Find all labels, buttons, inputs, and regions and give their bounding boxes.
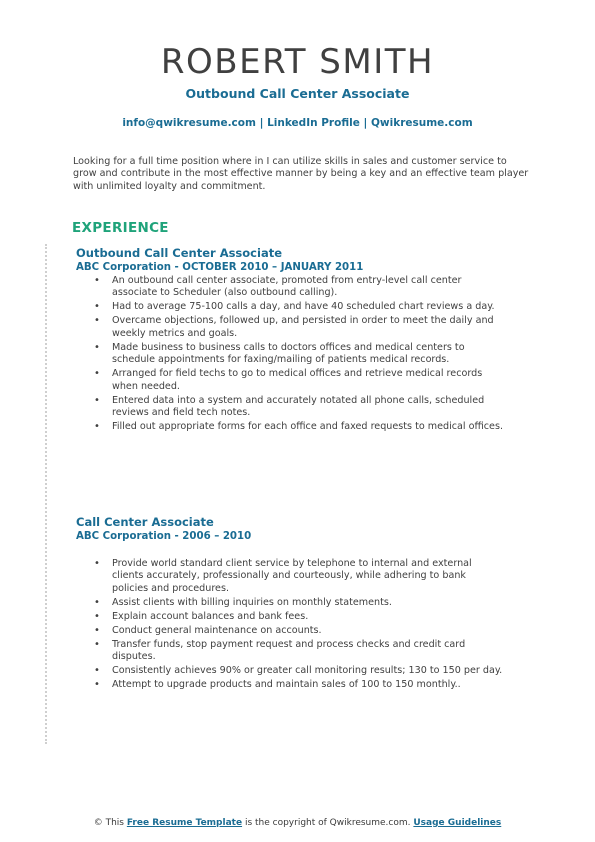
footer (0, 818, 595, 828)
job-bullet: • Explain account balances and bank fees. (76, 611, 504, 623)
email-link[interactable]: info@qwikresume.com (122, 117, 256, 129)
job-bullet: • Had to average 75-100 calls a day, and have 40 scheduled chart reviews a day. (76, 301, 504, 313)
summary-paragraph: Looking for a full time position where in I can utilize skills in sales and customer service to grow and contribute in the most effective manner by being a key and an effective team player with unlimited loyalty and commitment. (73, 156, 529, 192)
footer-copyright-text: is the copyright of Qwikresume.com. (244, 818, 411, 828)
job-entry (76, 515, 516, 693)
job-bullets (76, 558, 516, 692)
contact-line (0, 116, 595, 130)
candidate-role: Outbound Call Center Associate (185, 86, 410, 101)
job-bullet: • Made business to business calls to doctors offices and medical centers to schedule appointments for faxing/mailing of patients medical records. (76, 342, 504, 367)
job-bullet: • An outbound call center associate, promoted from entry-level call center associate to Scheduler (also outbound calling). (76, 275, 504, 300)
job-bullet: • Overcame objections, followed up, and persisted in order to meet the daily and weekly metrics and goals. (76, 315, 504, 340)
contact-separator: | (363, 117, 368, 129)
candidate-name: ROBERT SMITH (160, 42, 435, 82)
job-bullet: • Attempt to upgrade products and maintain sales of 100 to 150 monthly.. (76, 679, 504, 691)
job-bullet: • Transfer funds, stop payment request and process checks and credit card disputes. (76, 639, 504, 664)
timeline-rail (45, 244, 47, 744)
job-employer-dates: ABC Corporation - OCTOBER 2010 – JANUARY 2011 (76, 262, 364, 273)
job-bullets (76, 275, 516, 433)
contact-separator: | (259, 117, 264, 129)
job-bullet: • Filled out appropriate forms for each office and faxed requests to medical offices. (76, 421, 504, 433)
job-title: Outbound Call Center Associate (76, 246, 282, 260)
job-bullet: • Entered data into a system and accurately notated all phone calls, scheduled reviews and field tech notes. (76, 395, 504, 420)
job-bullet: • Consistently achieves 90% or greater call monitoring results; 130 to 150 per day. (76, 665, 504, 677)
usage-guidelines-link[interactable]: Usage Guidelines (413, 818, 502, 828)
job-bullet: • Conduct general maintenance on accounts. (76, 625, 504, 637)
job-entry (76, 246, 516, 435)
section-title-experience: EXPERIENCE (72, 220, 169, 236)
job-employer-dates: ABC Corporation - 2006 – 2010 (76, 531, 252, 542)
job-bullet: • Provide world standard client service by telephone to internal and external clients accurately, professionally and courteously, while adhering to bank policies and procedures. (76, 558, 504, 595)
linkedin-link[interactable]: LinkedIn Profile (267, 117, 360, 129)
job-title: Call Center Associate (76, 515, 214, 529)
footer-prefix: © This (93, 818, 124, 828)
website-link[interactable]: Qwikresume.com (370, 117, 473, 129)
job-bullet: • Arranged for field techs to go to medical offices and retrieve medical records when needed. (76, 368, 504, 393)
job-bullet: • Assist clients with billing inquiries on monthly statements. (76, 597, 504, 609)
free-resume-template-link[interactable]: Free Resume Template (126, 818, 243, 828)
